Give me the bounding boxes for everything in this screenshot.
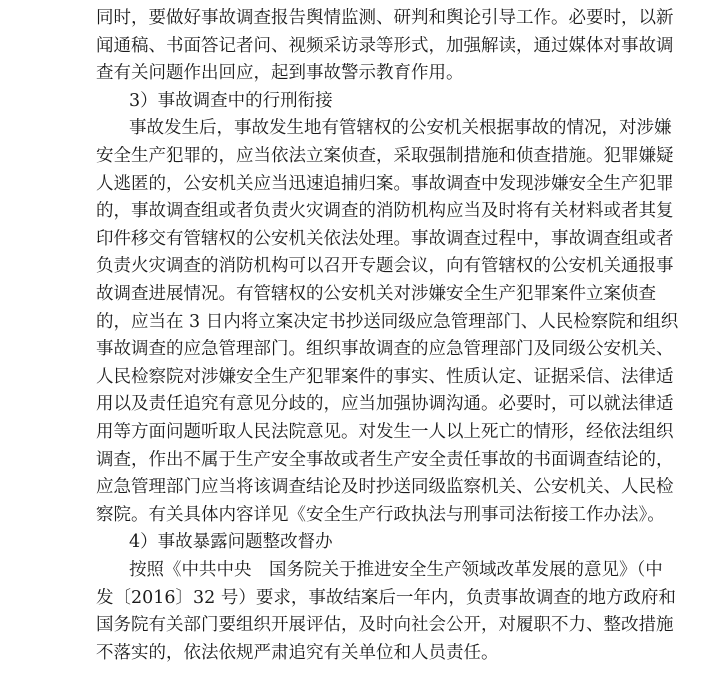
paragraph-line: 按照《中共中央 国务院关于推进安全生产领域改革发展的意见》（中 xyxy=(129,560,663,580)
paragraph-line: 事故发生后，事故发生地有管辖权的公安机关根据事故的情况，对涉嫌 xyxy=(129,118,672,139)
paragraph-line: 印件移交有管辖权的公安机关依法处理。事故调查过程中，事故调查组或者 xyxy=(96,228,674,249)
paragraph-line: 负责火灾调查的消防机构可以召开专题会议，向有管辖权的公安机关通报事 xyxy=(96,256,674,277)
paragraph-line: 人民检察院对涉嫌安全生产犯罪案件的事实、性质认定、证据采信、法律适 xyxy=(96,366,674,387)
paragraph-line: 应急管理部门应当将该调查结论及时抄送同级监察机关、公安机关、人民检 xyxy=(96,477,674,498)
paragraph-line: 的，事故调查组或者负责火灾调查的消防机构应当及时将有关材料或者其复 xyxy=(96,201,674,222)
paragraph-line: 同时，要做好事故调查报告舆情监测、研判和舆论引导工作。必要时，以新 xyxy=(96,8,674,28)
paragraph-line: 用等方面问题听取人民法院意见。对发生一人以上死亡的情形，经依法组织 xyxy=(96,422,674,442)
paragraph-line: 用以及责任追究有意见分歧的，应当加强协调沟通。必要时，可以就法律适 xyxy=(96,394,674,415)
paragraph-line: 查有关问题作出回应，起到事故警示教育作用。 xyxy=(96,63,464,84)
paragraph-line: 调查，作出不属于生产安全事故或者生产安全责任事故的书面调查结论的， xyxy=(96,449,674,470)
section-heading: 4）事故暴露问题整改督办 xyxy=(129,532,333,553)
paragraph-line: 故调查进展情况。有管辖权的公安机关对涉嫌安全生产犯罪案件立案侦查 xyxy=(96,284,656,304)
paragraph-line: 安全生产犯罪的，应当依法立案侦查，采取强制措施和侦查措施。犯罪嫌疑 xyxy=(96,146,674,166)
paragraph-line: 发〔2016〕32 号）要求，事故结案后一年内，负责事故调查的地方政府和 xyxy=(96,587,676,608)
paragraph-line: 不落实的，依法依规严肃追究有关单位和人员责任。 xyxy=(96,642,499,663)
paragraph-line: 闻通稿、书面答记者问、视频采访录等形式，加强解读，通过媒体对事故调 xyxy=(96,35,674,56)
paragraph-line: 人逃匿的，公安机关应当迅速追捕归案。事故调查中发现涉嫌安全生产犯罪 xyxy=(96,173,674,194)
paragraph-line: 国务院有关部门要组织开展评估，及时向社会公开，对履职不力、整改措施 xyxy=(96,615,674,636)
paragraph-line: 事故调查的应急管理部门。组织事故调查的应急管理部门及同级公安机关、 xyxy=(96,339,674,360)
paragraph-line: 察院。有关具体内容详见《安全生产行政执法与刑事司法衔接工作办法》。 xyxy=(96,504,665,525)
paragraph-line: 的，应当在 3 日内将立案决定书抄送同级应急管理部门、人民检察院和组织 xyxy=(96,311,679,332)
section-heading: 3）事故调查中的行刑衔接 xyxy=(129,90,333,111)
